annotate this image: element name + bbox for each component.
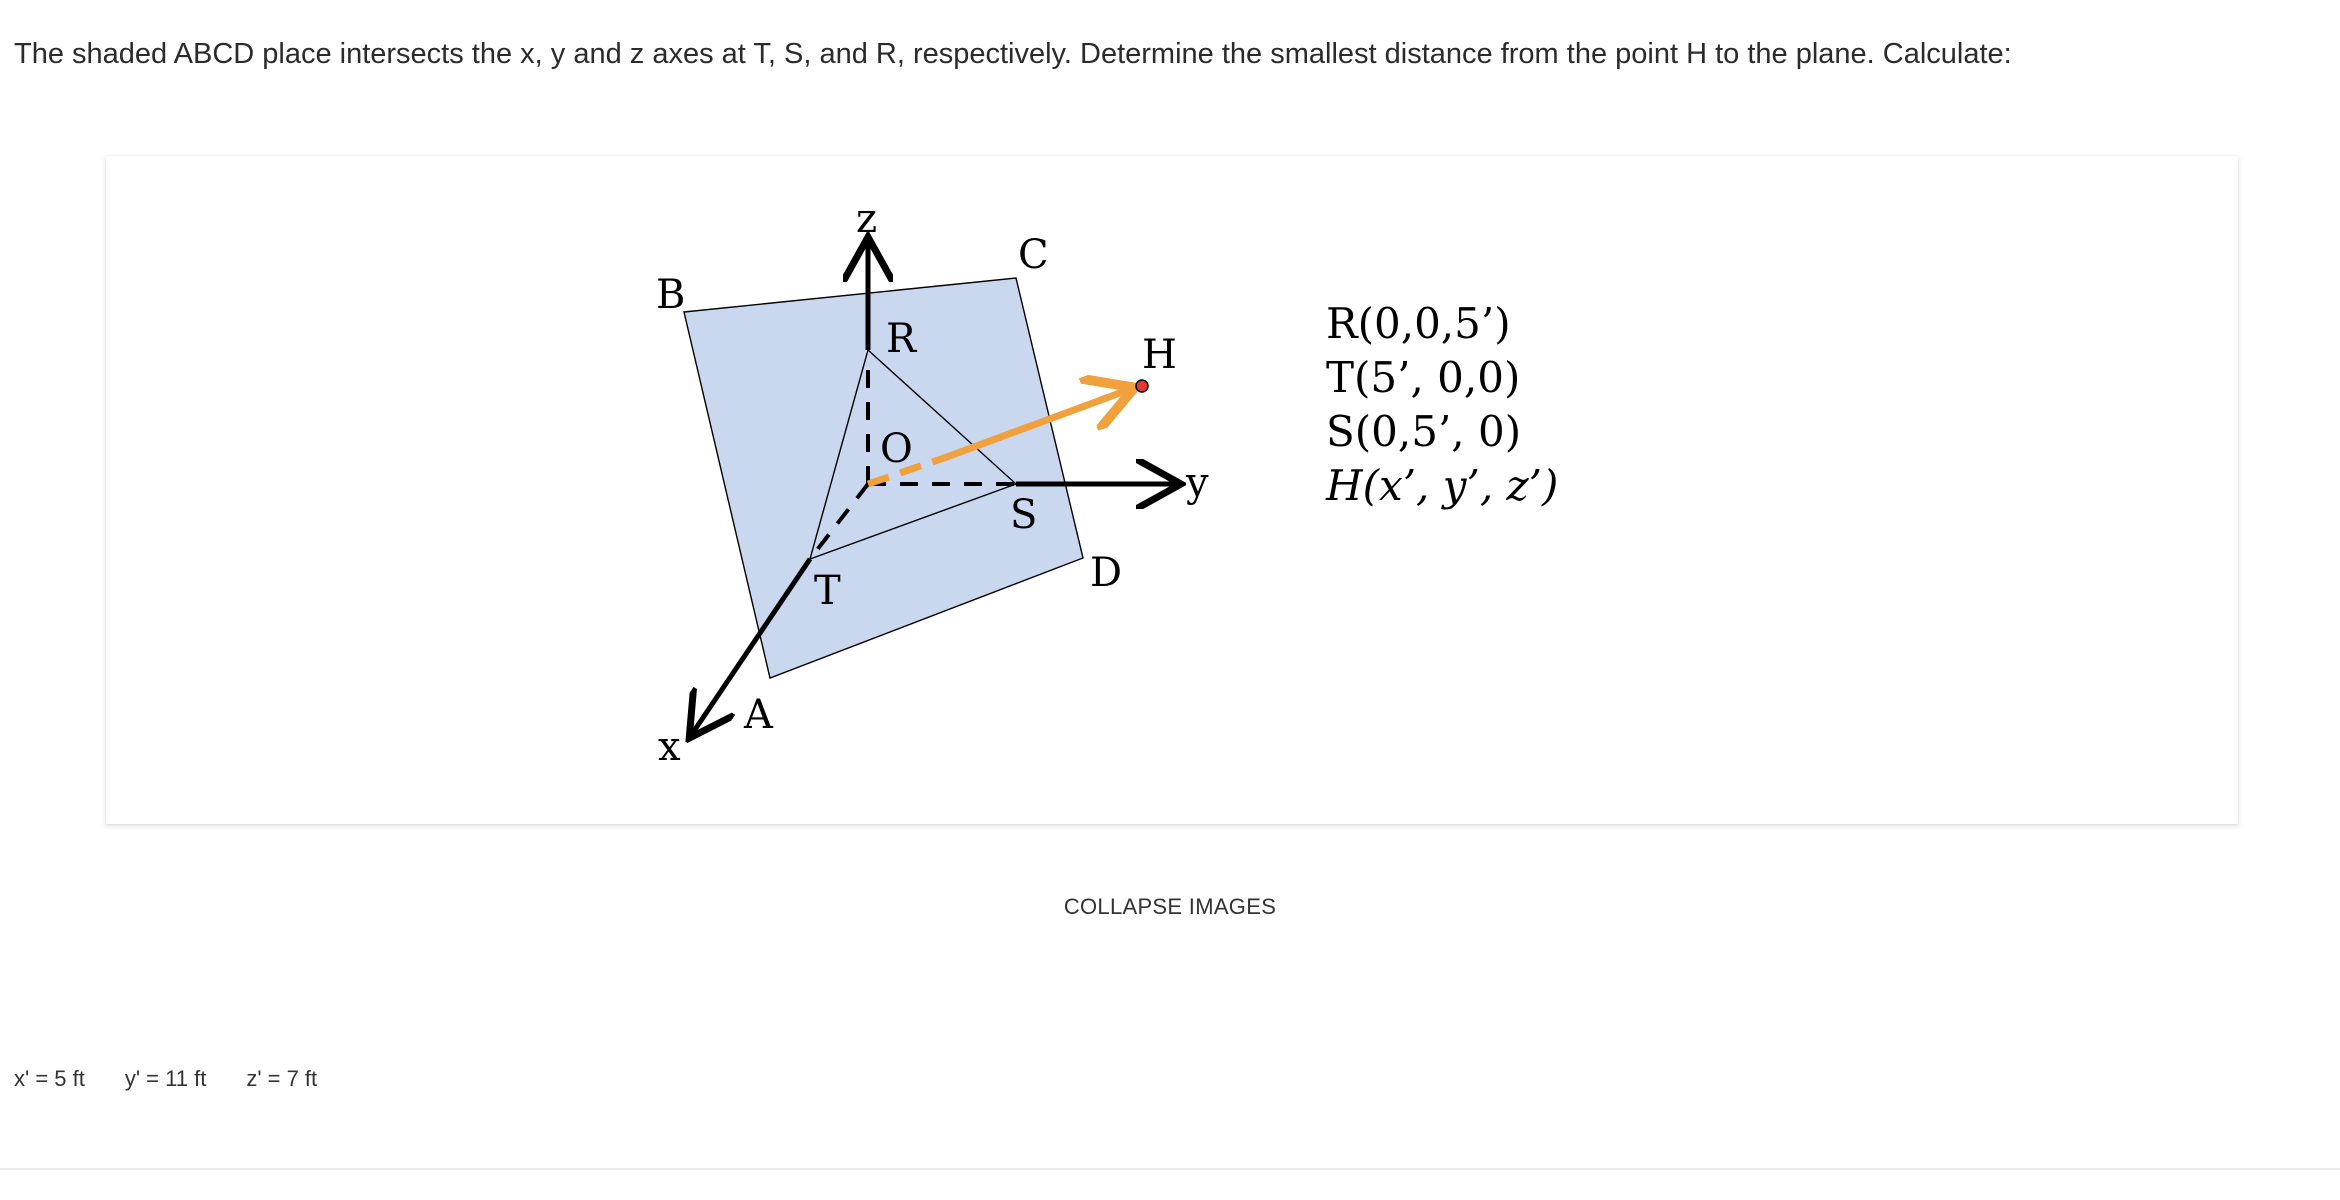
label-a: A [744,692,773,738]
collapse-images-button[interactable]: COLLAPSE IMAGES [1040,888,1300,926]
label-d: D [1090,550,1123,596]
given-y: y' = 11 ft [124,1066,207,1091]
question-text: The shaded ABCD place intersects the x, y and z axes at T, S, and R, respectively. Determine the smallest distance from the point H to the plane. Calculate: [14,38,2012,70]
label-b: B [656,272,686,318]
coord-s: S(0,5’, 0) [1326,407,1522,456]
given-z: z' = 7 ft [246,1066,318,1091]
label-z: z [856,196,878,242]
label-y: y [1186,460,1209,506]
label-h: H [1142,332,1177,378]
label-x: x [658,724,681,770]
label-r: R [886,316,917,362]
given-values [14,1066,317,1092]
given-x: x' = 5 ft [14,1066,85,1091]
figure-card [106,156,2238,824]
label-s: S [1010,492,1038,538]
label-c: C [1018,232,1049,278]
point-h [1136,380,1148,392]
label-o: O [880,426,913,472]
coord-t: T(5’, 0,0) [1326,353,1521,402]
coord-h: H(x’, y’, z’) [1326,461,1559,510]
coord-r: R(0,0,5’) [1326,299,1511,348]
label-t: T [814,568,841,614]
plane-diagram [106,156,2238,824]
bottom-divider [0,1168,2340,1170]
